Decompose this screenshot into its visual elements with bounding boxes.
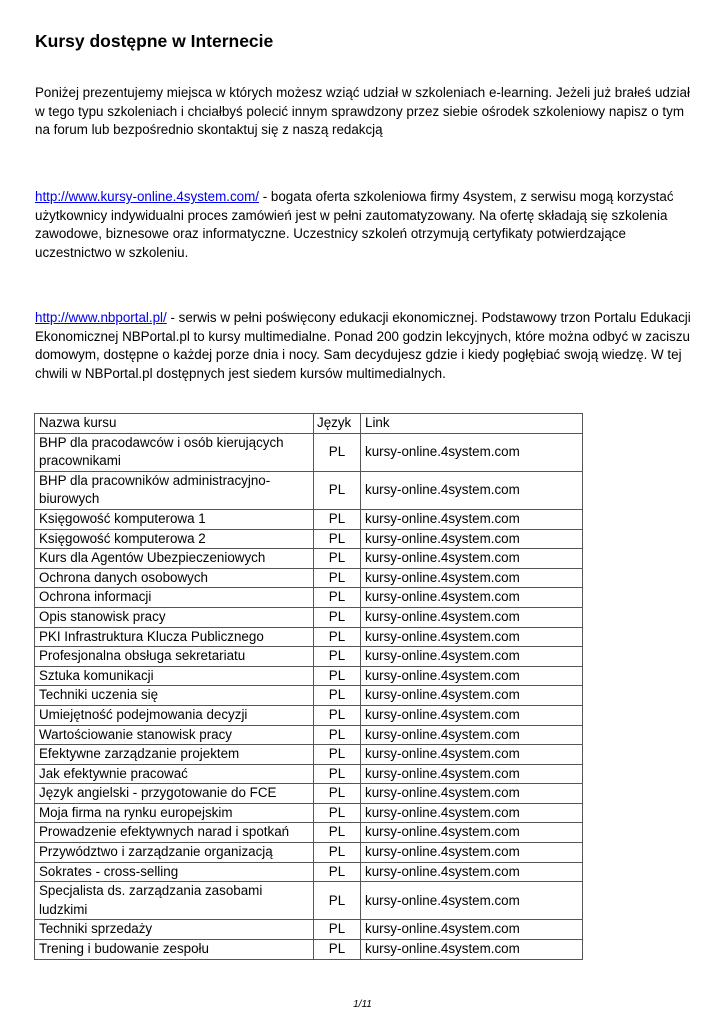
language-cell: PL (314, 784, 361, 804)
link-cell: kursy-online.4system.com (361, 647, 583, 667)
course-name-cell: Sztuka komunikacji (35, 666, 314, 686)
course-name-cell: Język angielski - przygotowanie do FCE (35, 784, 314, 804)
language-cell: PL (314, 823, 361, 843)
course-name-cell: Sokrates - cross-selling (35, 862, 314, 882)
language-cell: PL (314, 940, 361, 960)
link-cell: kursy-online.4system.com (361, 607, 583, 627)
header-course-name: Nazwa kursu (35, 414, 314, 434)
table-row (35, 843, 583, 863)
table-row (35, 745, 583, 765)
link-cell: kursy-online.4system.com (361, 666, 583, 686)
header-link: Link (361, 414, 583, 434)
link-cell: kursy-online.4system.com (361, 843, 583, 863)
language-cell: PL (314, 549, 361, 569)
course-name-cell: Techniki sprzedaży (35, 920, 314, 940)
kursy-online-link[interactable]: http://www.kursy-online.4system.com/ (35, 189, 259, 204)
language-cell: PL (314, 882, 361, 920)
table-row (35, 823, 583, 843)
link-cell: kursy-online.4system.com (361, 529, 583, 549)
language-cell: PL (314, 862, 361, 882)
table-row (35, 940, 583, 960)
table-row (35, 764, 583, 784)
language-cell: PL (314, 745, 361, 765)
link-cell: kursy-online.4system.com (361, 509, 583, 529)
table-row (35, 471, 583, 509)
language-cell: PL (314, 843, 361, 863)
link-cell: kursy-online.4system.com (361, 433, 583, 471)
table-row (35, 784, 583, 804)
table-row (35, 666, 583, 686)
link-cell: kursy-online.4system.com (361, 705, 583, 725)
header-language: Język (314, 414, 361, 434)
table-row (35, 803, 583, 823)
course-name-cell: BHP dla pracodawców i osób kierujących pracownikami (35, 433, 314, 471)
table-row (35, 433, 583, 471)
table-row (35, 568, 583, 588)
course-name-cell: Księgowość komputerowa 2 (35, 529, 314, 549)
intro-paragraph: Poniżej prezentujemy miejsca w których możesz wziąć udział w szkoleniach e-learning. Jeżeli już brałeś udział w tego typu szkoleniach i chciałbyś polecić innym sprawdzony przez siebie ośrodek szkoleniowy napisz o tym na forum lub bezpośrednio skontaktuj się z naszą redakcją (35, 85, 690, 138)
course-name-cell: Ochrona danych osobowych (35, 568, 314, 588)
course-name-cell: Trening i budowanie zespołu (35, 940, 314, 960)
link-cell: kursy-online.4system.com (361, 940, 583, 960)
course-name-cell: Techniki uczenia się (35, 686, 314, 706)
course-name-cell: Prowadzenie efektywnych narad i spotkań (35, 823, 314, 843)
table-row (35, 882, 583, 920)
language-cell: PL (314, 607, 361, 627)
link-cell: kursy-online.4system.com (361, 725, 583, 745)
language-cell: PL (314, 705, 361, 725)
language-cell: PL (314, 471, 361, 509)
language-cell: PL (314, 627, 361, 647)
course-name-cell: PKI Infrastruktura Klucza Publicznego (35, 627, 314, 647)
course-name-cell: Księgowość komputerowa 1 (35, 509, 314, 529)
language-cell: PL (314, 529, 361, 549)
section-kursy-online-text: - bogata oferta szkoleniowa firmy 4system, z serwisu mogą korzystać użytkownicy indywidualni proces zamówień jest w pełni zautomatyzowany. Na ofertę składają się szkolenia zawodowe, biznesowe oraz informatyczne. Uczestnicy szkoleń otrzymują certyfikaty potwierdzające uczestnictwo w szkoleniu. (35, 189, 674, 260)
table-row (35, 549, 583, 569)
section-nbportal (35, 309, 695, 383)
table-row (35, 627, 583, 647)
table-row (35, 607, 583, 627)
language-cell: PL (314, 764, 361, 784)
course-name-cell: Przywództwo i zarządzanie organizacją (35, 843, 314, 863)
course-name-cell: Efektywne zarządzanie projektem (35, 745, 314, 765)
table-row (35, 588, 583, 608)
link-cell: kursy-online.4system.com (361, 823, 583, 843)
course-name-cell: Specjalista ds. zarządzania zasobami ludzkimi (35, 882, 314, 920)
link-cell: kursy-online.4system.com (361, 568, 583, 588)
link-cell: kursy-online.4system.com (361, 862, 583, 882)
table-row (35, 920, 583, 940)
table-row (35, 862, 583, 882)
table-row (35, 725, 583, 745)
table-row (35, 509, 583, 529)
page-number: 1/11 (353, 999, 372, 1010)
table-row (35, 686, 583, 706)
link-cell: kursy-online.4system.com (361, 764, 583, 784)
course-name-cell: Kurs dla Agentów Ubezpieczeniowych (35, 549, 314, 569)
language-cell: PL (314, 666, 361, 686)
courses-table (34, 413, 583, 960)
table-header-row (35, 414, 583, 434)
language-cell: PL (314, 803, 361, 823)
link-cell: kursy-online.4system.com (361, 745, 583, 765)
link-cell: kursy-online.4system.com (361, 920, 583, 940)
link-cell: kursy-online.4system.com (361, 803, 583, 823)
page-title: Kursy dostępne w Internecie (35, 31, 274, 51)
link-cell: kursy-online.4system.com (361, 549, 583, 569)
course-name-cell: Opis stanowisk pracy (35, 607, 314, 627)
language-cell: PL (314, 920, 361, 940)
course-name-cell: BHP dla pracowników administracyjno-biurowych (35, 471, 314, 509)
nbportal-link[interactable]: http://www.nbportal.pl/ (35, 310, 167, 325)
table-row (35, 705, 583, 725)
language-cell: PL (314, 568, 361, 588)
link-cell: kursy-online.4system.com (361, 686, 583, 706)
course-name-cell: Moja firma na rynku europejskim (35, 803, 314, 823)
language-cell: PL (314, 433, 361, 471)
course-name-cell: Jak efektywnie pracować (35, 764, 314, 784)
section-nbportal-text: - serwis w pełni poświęcony edukacji ekonomicznej. Podstawowy trzon Portalu Edukacji Ekonomicznej NBPortal.pl to kursy multimedialne. Ponad 200 godzin lekcyjnych, które można odbyć w zaciszu domowym, dostępne o każdej porze dnia i nocy. Sam decydujesz gdzie i kiedy pogłębiać swoją wiedzę. W tej chwili w NBPortal.pl dostępnych jest siedem kursów multimedialnych. (35, 310, 691, 381)
language-cell: PL (314, 686, 361, 706)
section-kursy-online (35, 188, 695, 262)
link-cell: kursy-online.4system.com (361, 588, 583, 608)
course-name-cell: Umiejętność podejmowania decyzji (35, 705, 314, 725)
table-row (35, 529, 583, 549)
language-cell: PL (314, 725, 361, 745)
course-name-cell: Wartościowanie stanowisk pracy (35, 725, 314, 745)
language-cell: PL (314, 509, 361, 529)
language-cell: PL (314, 647, 361, 667)
link-cell: kursy-online.4system.com (361, 627, 583, 647)
link-cell: kursy-online.4system.com (361, 784, 583, 804)
course-name-cell: Ochrona informacji (35, 588, 314, 608)
link-cell: kursy-online.4system.com (361, 882, 583, 920)
table-row (35, 647, 583, 667)
language-cell: PL (314, 588, 361, 608)
course-name-cell: Profesjonalna obsługa sekretariatu (35, 647, 314, 667)
link-cell: kursy-online.4system.com (361, 471, 583, 509)
